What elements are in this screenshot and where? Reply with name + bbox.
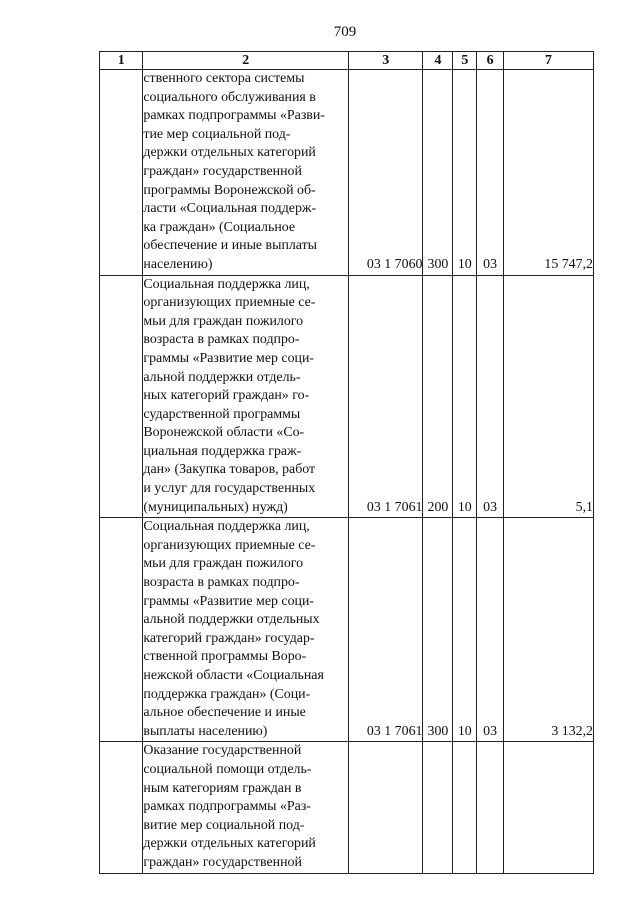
- section-cell: 10: [453, 518, 477, 742]
- section-cell: [453, 742, 477, 873]
- subsection-cell: 03: [477, 518, 504, 742]
- amount-cell: 15 747,2: [504, 70, 594, 276]
- page-number: 709: [333, 24, 357, 40]
- table-row: [100, 518, 594, 742]
- expense-type-cell: [423, 742, 453, 873]
- table-row: [100, 70, 594, 276]
- column-header-3: 3: [349, 52, 423, 70]
- column-header-4: 4: [423, 52, 453, 70]
- target-code-cell: [349, 742, 423, 873]
- amount-cell: 5,1: [504, 275, 594, 518]
- subsection-cell: 03: [477, 275, 504, 518]
- expense-type-cell: 300: [423, 518, 453, 742]
- column-header-2: 2: [143, 52, 349, 70]
- column-header-7: 7: [504, 52, 594, 70]
- row-index-cell: [100, 518, 143, 742]
- subsection-cell: [477, 742, 504, 873]
- target-code-cell: 03 1 7061: [349, 275, 423, 518]
- budget-table: [99, 51, 594, 874]
- description-cell: Социальная поддержка лиц, организующих приемные се- мьи для граждан пожилого возраста в рамках подпро- граммы «Развитие мер соци- альной поддержки отдель- ных категорий граждан» го- сударственной программы Воронежской области «Со- циальная поддержка граж- дан» (Закупка товаров, работ и услуг для государственных (муниципальных) нужд): [143, 275, 349, 518]
- amount-cell: [504, 742, 594, 873]
- target-code-cell: 03 1 7061: [349, 518, 423, 742]
- table-row: [100, 275, 594, 518]
- table-row: [100, 742, 594, 873]
- table-header-row: [100, 52, 594, 70]
- target-code-cell: 03 1 7060: [349, 70, 423, 276]
- description-cell: Социальная поддержка лиц, организующих приемные се- мьи для граждан пожилого возраста в рамках подпро- граммы «Развитие мер соци- альной поддержки отдельных категорий граждан» государ- ственной программы Воро- нежской области «Социальная поддержка граждан» (Соци- альное обеспечение и иные выплаты населению): [143, 518, 349, 742]
- section-cell: 10: [453, 275, 477, 518]
- expense-type-cell: 300: [423, 70, 453, 276]
- column-header-6: 6: [477, 52, 504, 70]
- section-cell: 10: [453, 70, 477, 276]
- column-header-5: 5: [453, 52, 477, 70]
- row-index-cell: [100, 70, 143, 276]
- column-header-1: 1: [100, 52, 143, 70]
- amount-cell: 3 132,2: [504, 518, 594, 742]
- description-cell: ственного сектора системы социального обслуживания в рамках подпрограммы «Разви- тие мер социальной под- держки отдельных категорий граждан» государственной программы Воронежской об- ласти «Социальная поддерж- ка граждан» (Социальное обеспечение и иные выплаты населению): [143, 70, 349, 276]
- description-cell: Оказание государственной социальной помощи отдель- ным категориям граждан в рамках подпрограммы «Раз- витие мер социальной под- держки отдельных категорий граждан» государственной: [143, 742, 349, 873]
- subsection-cell: 03: [477, 70, 504, 276]
- row-index-cell: [100, 275, 143, 518]
- expense-type-cell: 200: [423, 275, 453, 518]
- row-index-cell: [100, 742, 143, 873]
